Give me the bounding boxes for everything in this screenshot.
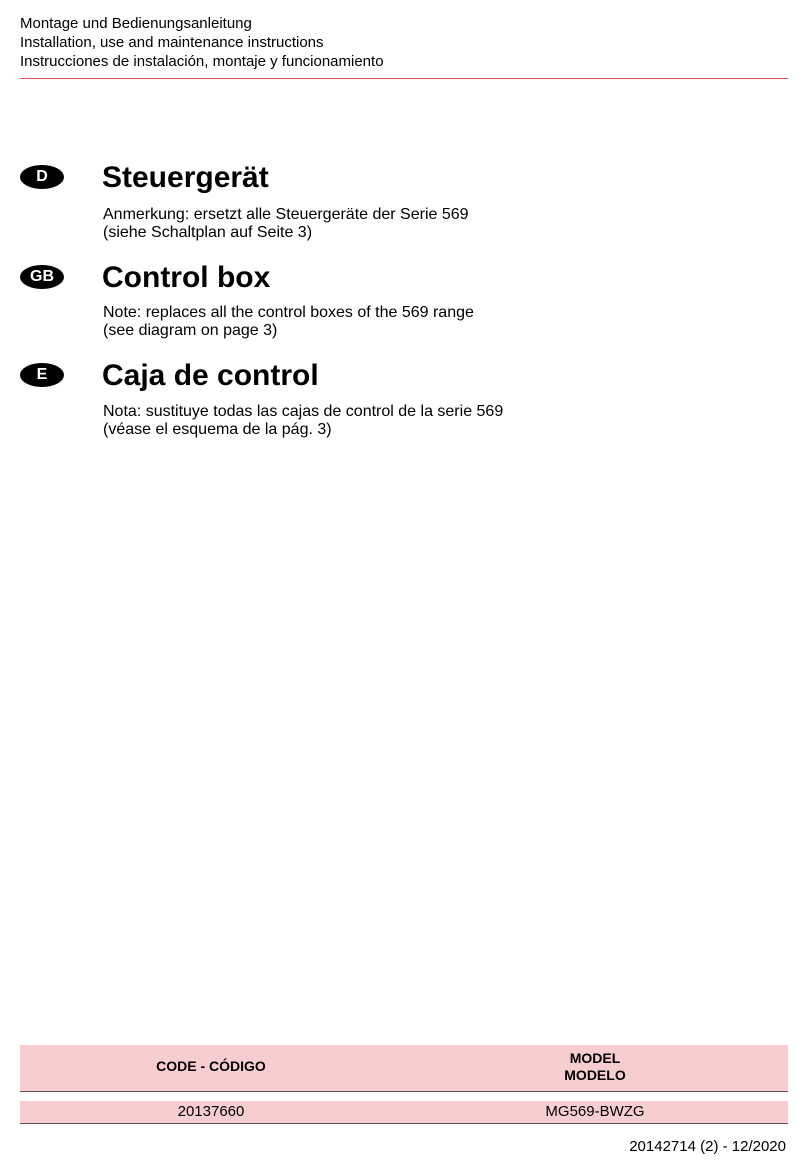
header-line-es: Instrucciones de instalación, montaje y funcionamiento — [20, 53, 384, 70]
header-divider — [20, 78, 788, 79]
note-line: Note: replaces all the control boxes of the 569 range — [103, 304, 474, 321]
language-badge-de: D — [20, 165, 64, 189]
model-label-en: MODEL — [569, 1050, 621, 1066]
note-line: (see diagram on page 3) — [103, 322, 278, 339]
code-cell: 20137660 — [177, 1103, 245, 1120]
note-line: (siehe Schaltplan auf Seite 3) — [103, 224, 313, 241]
section-note-es — [103, 403, 503, 439]
note-line: (véase el esquema de la pág. 3) — [103, 421, 332, 438]
section-title-es: Caja de control — [102, 359, 319, 392]
model-label-es: MODELO — [564, 1067, 626, 1083]
section-note-de — [103, 206, 469, 242]
section-title-gb: Control box — [102, 261, 271, 294]
language-badge-es: E — [20, 363, 64, 387]
model-cell: MG569-BWZG — [545, 1103, 645, 1120]
note-line: Nota: sustituye todas las cajas de control de la serie 569 — [103, 403, 504, 420]
language-badge-gb: GB — [20, 265, 64, 289]
document-header — [20, 14, 384, 71]
header-line-de: Montage und Bedienungsanleitung — [20, 15, 252, 32]
section-note-gb — [103, 304, 474, 340]
header-line-en: Installation, use and maintenance instructions — [20, 34, 324, 51]
document-reference: 20142714 (2) - 12/2020 — [629, 1138, 786, 1155]
column-header-model — [422, 1050, 768, 1084]
table-header — [20, 1045, 788, 1092]
column-header-code: CODE - CÓDIGO — [156, 1058, 266, 1074]
table-row — [20, 1101, 788, 1124]
note-line: Anmerkung: ersetzt alle Steuergeräte der Serie 569 — [103, 206, 469, 223]
section-title-de: Steuergerät — [102, 161, 269, 194]
